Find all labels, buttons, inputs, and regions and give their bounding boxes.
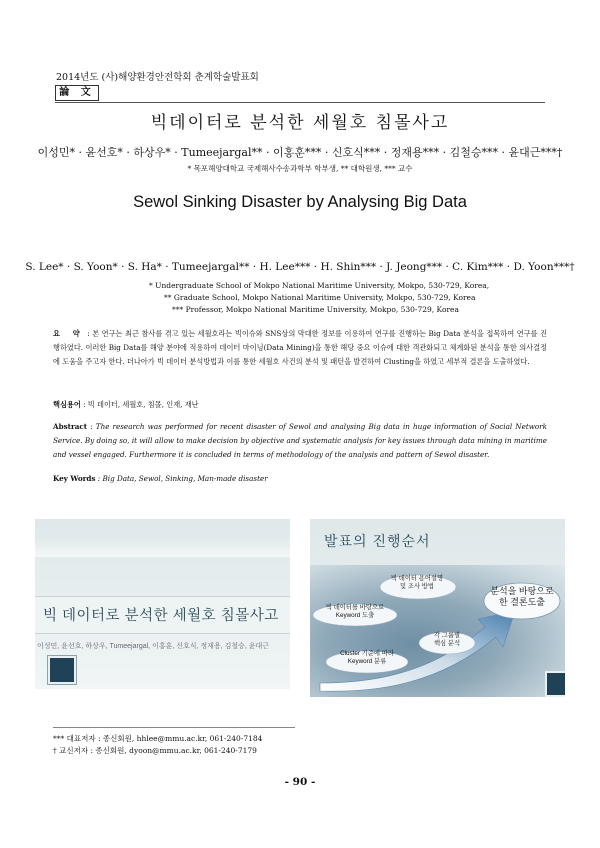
- header-rule: [55, 102, 545, 103]
- keywords-english: [53, 474, 547, 483]
- slide-square-decoration: [545, 671, 565, 697]
- flow-step-5: 분석을 바탕으로 한 결론도출: [490, 586, 554, 607]
- flow-step-2: 빅 데이터를 바탕으로 Keyword 도출: [325, 604, 385, 619]
- keywords-english-label: Key Words: [53, 474, 96, 483]
- abstract-korean: [53, 327, 547, 369]
- abstract-korean-body: : 본 연구는 최근 참사를 겪고 있는 세월호라는 빅이슈와 SNS상의 막대한 정보를 이용하여 연구를 진행하는 Big Data 분석을 접목하여 연구를 진행하였다. 이러한 Big Data를 해양 분야에 적용하여 데이터 마이닝(Data Mining)을 통한 해당 중요 이슈에 대한 객관화되고 체계화된 분석을 통한 의사결정에 도움을 주고자 한다. 더나아가 빅 데이터 분석방법과 이를 통한 세월호 사건의 분석 및 패턴을 발견하여 Clusting을 하였고 세부적 결론을 도출하였다.: [53, 329, 548, 366]
- page-number: - 90 -: [284, 776, 316, 788]
- slide-title: 빅 데이터로 분석한 세월호 침몰사고: [43, 608, 279, 624]
- conference-header: 2014년도 (사)해양환경안전학회 춘계학술발표회: [56, 72, 259, 83]
- affiliation-english-professor: *** Professor, Mokpo National Maritime University, Mokpo, 530-729, Korea: [172, 305, 459, 314]
- agenda-slide-thumbnail: [310, 519, 565, 697]
- authors-korean: 이성민* · 윤선호* · 하상우* · Tumeejargal** · 이홍훈*** · 신호식*** · 정재용*** · 김철승*** · 윤대근***†: [37, 146, 563, 159]
- abstract-english-label: Abstract: [53, 422, 88, 431]
- affiliation-english-undergrad: * Undergraduate School of Mokpo National Maritime University, Mokpo, 530-729, Korea,: [149, 281, 490, 290]
- title-slide-thumbnail: [35, 519, 290, 689]
- slide-square-decoration: [48, 656, 76, 684]
- flow-step-1: 빅 데이터 용어설명 및 조사 방법: [390, 575, 444, 590]
- abstract-english-body: : The research was performed for recent disaster of Sewol and analysing Big data in huge information of Social Network Service. By doing so, it will allow to make decision by objective and systematic analysis for key issues through data mining in maritime and vessel engaged. Furthermore it is concluded in terms of methodology of the analysis and pattern of Sewol disaster.: [53, 422, 547, 459]
- abstract-english: [53, 420, 547, 462]
- paper-title-korean: 빅데이터로 분석한 세월호 침몰사고: [150, 113, 450, 133]
- section-tag: 論 文: [55, 85, 99, 101]
- footnote-rule: [53, 727, 295, 728]
- keywords-korean-label: 핵심용어: [53, 400, 81, 409]
- affiliation-korean: * 목포해양대학교 국제해사수송과학부 학부생, ** 대학원생, *** 교수: [187, 164, 413, 173]
- abstract-korean-label: 요 약: [53, 329, 85, 338]
- flow-step-3: 각 그룹별 핵심 분석: [433, 632, 461, 647]
- keywords-korean: [53, 400, 547, 410]
- flow-step-4: Cluster 기준에 따라 Keyword 분류: [340, 650, 394, 665]
- footnote-corresponding-author: † 교신저자 : 종신회원, dyoon@mmu.ac.kr, 061-240-7179: [53, 746, 257, 755]
- slide-authors: 이성민, 윤선호, 하상우, Tumeejargal, 이홍훈, 신호식, 정재용, 김철승, 윤대근: [37, 643, 270, 650]
- authors-english: S. Lee* · S. Yoon* · S. Ha* · Tumeejargal** · H. Lee*** · H. Shin*** · J. Jeong*** · C. Kim*** · D. Yoon***†: [25, 261, 575, 273]
- keywords-english-body: : Big Data, Sewol, Sinking, Man-made disaster: [97, 474, 268, 483]
- paper-title-english: Sewol Sinking Disaster by Analysing Big Data: [133, 193, 467, 211]
- slide-title: 발표의 진행순서: [324, 533, 431, 549]
- slide-decoration-stripe: [35, 537, 290, 557]
- footnote-lead-author: *** 대표저자 : 종신회원, hhlee@mmu.ac.kr, 061-240-7184: [53, 734, 263, 743]
- keywords-korean-body: : 빅 데이터, 세월호, 침몰, 인재, 재난: [83, 400, 199, 409]
- affiliation-english-graduate: ** Graduate School, Mokpo National Maritime University, Mokpo, 530-729, Korea: [164, 293, 476, 302]
